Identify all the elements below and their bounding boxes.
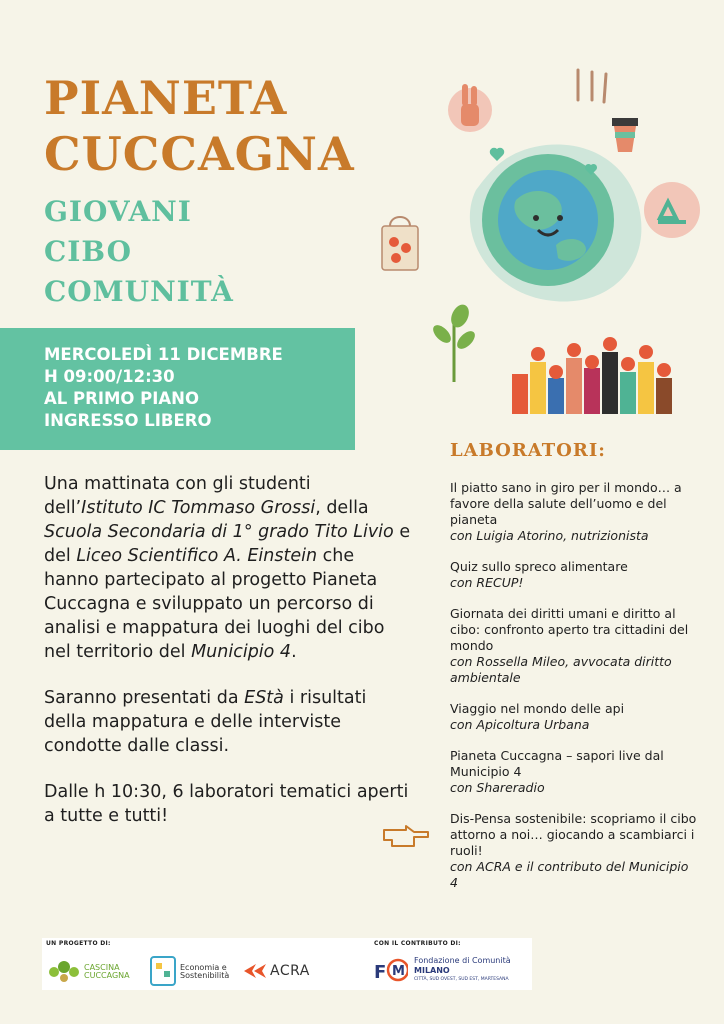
fondazione-text: Fondazione di Comunità MILANO CITTÀ, SUD OVEST, SUD EST, MARTESANA xyxy=(414,956,511,982)
tote-bag-icon xyxy=(378,212,422,274)
project-label: UN PROGETTO DI: xyxy=(46,940,111,947)
sprout-icon xyxy=(428,302,478,384)
list-item: Pianeta Cuccagna – sapori live dal Municipio 4 con Shareradio xyxy=(450,748,664,795)
acra-logo-icon xyxy=(242,962,268,980)
subtitle-line-3: COMUNITÀ xyxy=(44,275,234,308)
list-item: Dis-Pensa sostenibile: scopriamo il cibo attorno a noi… giocando a scambiarci i ruoli! con ACRA e il contributo del Municipio 4 xyxy=(450,811,697,890)
event-info-box xyxy=(0,328,355,450)
intro-paragraph-3: Dalle h 10:30, 6 laboratori tematici aperti a tutte e tutti! xyxy=(44,782,409,826)
acra-logo xyxy=(242,960,322,984)
fondazione-logo xyxy=(374,954,530,988)
subtitle-line-1: GIOVANI xyxy=(44,195,192,228)
fondazione-logo-icon xyxy=(374,956,408,984)
list-item: Quiz sullo spreco alimentare con RECUP! xyxy=(450,559,628,590)
esta-text: Economia e Sostenibilità xyxy=(180,963,230,980)
cascina-cuccagna-logo xyxy=(46,958,128,984)
list-item: Giornata dei diritti umani e diritto al cibo: confronto aperto tra cittadini del mondo con Rossella Mileo, avvocata diritto ambientale xyxy=(450,606,689,685)
intro-paragraph-1: Una mattinata con gli studenti dell’Istituto IC Tommaso Grossi, della Scuola Secondaria di 1° grado Tito Livio e del Liceo Scientifico A. Einstein che hanno partecipato al progetto Pianeta Cuccagna e sviluppato un percorso di analisi e mappatura dei luoghi del cibo nel territorio del Municipio 4. xyxy=(44,474,411,662)
pointing-hand-icon xyxy=(382,824,432,850)
contrib-label: CON IL CONTRIBUTO DI: xyxy=(374,940,461,947)
labs-title: LABORATORI: xyxy=(450,440,606,461)
title-line-1: PIANETA xyxy=(44,71,288,125)
event-time: H 09:00/12:30 xyxy=(44,367,175,386)
cutlery-icon xyxy=(578,70,606,102)
page-title xyxy=(44,70,355,182)
labs-list xyxy=(450,480,700,906)
event-entry: INGRESSO LIBERO xyxy=(44,411,212,430)
acra-text: ACRA xyxy=(270,963,310,979)
raised-hands-illustration xyxy=(500,322,700,414)
svg-text:F: F xyxy=(374,962,387,983)
coffee-cup-icon xyxy=(612,118,638,152)
event-date: MERCOLEDÌ 11 DICEMBRE xyxy=(44,345,283,364)
event-place: AL PRIMO PIANO xyxy=(44,389,199,408)
title-line-2: CUCCAGNA xyxy=(44,127,355,181)
intro-paragraph-2: Saranno presentati da EStà i risultati della mappatura e delle interviste condotte dalle classi. xyxy=(44,688,367,756)
subtitle-line-2: CIBO xyxy=(44,235,132,268)
subtitle xyxy=(44,192,234,312)
list-item: Il piatto sano in giro per il mondo… a favore della salute dell’uomo e del pianeta con Luigia Atorino, nutrizionista xyxy=(450,480,682,543)
intro-text xyxy=(44,472,414,850)
esta-logo-icon xyxy=(150,956,176,986)
esta-logo xyxy=(150,956,230,986)
globe-illustration xyxy=(436,60,706,310)
svg-text:M: M xyxy=(392,964,405,979)
footer-logos xyxy=(42,938,532,990)
cascina-text: CASCINA CUCCAGNA xyxy=(84,963,130,980)
list-item: Viaggio nel mondo delle api con Apicoltura Urbana xyxy=(450,701,625,732)
cascina-logo-icon xyxy=(46,958,82,984)
